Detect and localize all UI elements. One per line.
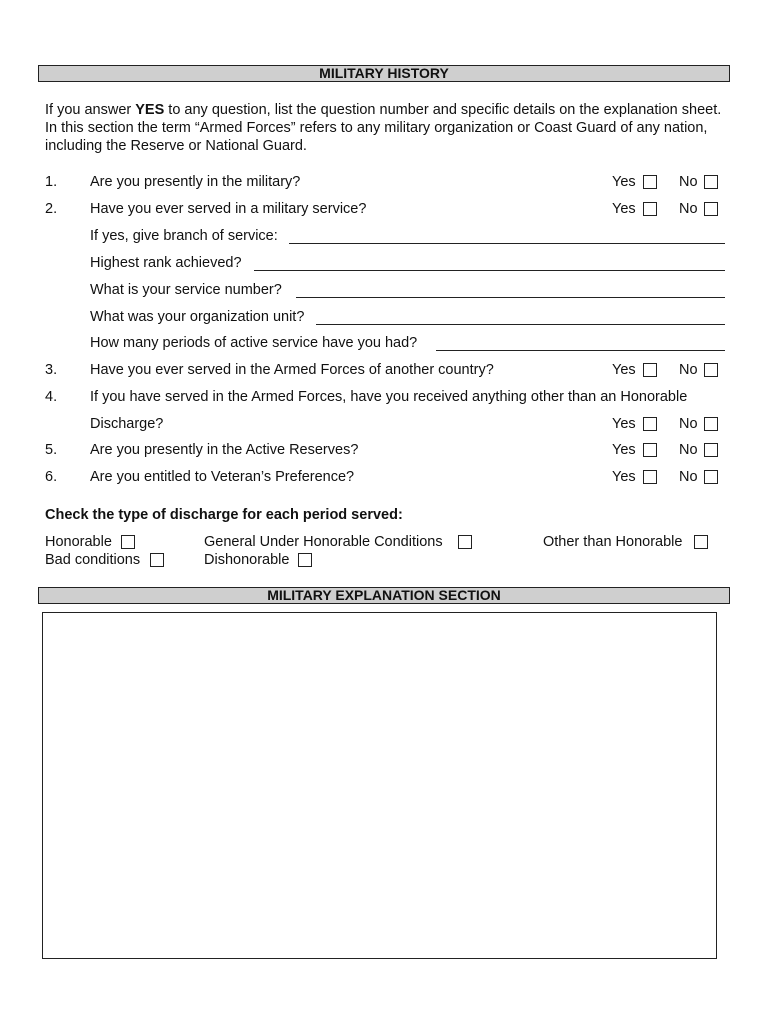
honorable-checkbox[interactable] bbox=[121, 535, 135, 549]
q6-yes-checkbox[interactable] bbox=[643, 470, 657, 484]
question-number: 5. bbox=[45, 442, 58, 458]
general-under-honorable-label: General Under Honorable Conditions bbox=[204, 534, 443, 550]
yes-label: Yes bbox=[612, 362, 636, 378]
question-text: Have you ever served in the Armed Forces of another country? bbox=[90, 362, 494, 378]
no-label: No bbox=[679, 362, 698, 378]
question-number: 4. bbox=[45, 389, 58, 405]
other-than-honorable-checkbox[interactable] bbox=[694, 535, 708, 549]
intro-paragraph bbox=[45, 101, 725, 155]
yes-label: Yes bbox=[612, 442, 636, 458]
q4-yes-checkbox[interactable] bbox=[643, 417, 657, 431]
yes-label: Yes bbox=[612, 174, 636, 190]
military-explanation-header bbox=[38, 587, 730, 604]
q6-no-checkbox[interactable] bbox=[704, 470, 718, 484]
military-explanation-title: MILITARY EXPLANATION SECTION bbox=[267, 587, 501, 603]
bad-conditions-label: Bad conditions bbox=[45, 552, 141, 568]
no-label: No bbox=[679, 442, 698, 458]
no-label: No bbox=[679, 201, 698, 217]
active-periods-label: How many periods of active service have you had? bbox=[90, 335, 418, 351]
q5-no-checkbox[interactable] bbox=[704, 443, 718, 457]
dishonorable-label: Dishonorable bbox=[204, 552, 290, 568]
q5-yes-checkbox[interactable] bbox=[643, 443, 657, 457]
no-label: No bbox=[679, 469, 698, 485]
bad-conditions-checkbox[interactable] bbox=[150, 553, 164, 567]
military-history-title: MILITARY HISTORY bbox=[319, 65, 449, 81]
military-history-header bbox=[38, 65, 730, 82]
question-number: 3. bbox=[45, 362, 58, 378]
intro-text-pre: If you answer bbox=[45, 102, 136, 118]
no-label: No bbox=[679, 416, 698, 432]
intro-text-bold: YES bbox=[135, 102, 165, 118]
discharge-title: Check the type of discharge for each period served: bbox=[45, 507, 403, 523]
active-periods-field[interactable] bbox=[436, 336, 725, 351]
rank-label: Highest rank achieved? bbox=[90, 255, 242, 271]
honorable-label: Honorable bbox=[45, 534, 112, 550]
q2-no-checkbox[interactable] bbox=[704, 202, 718, 216]
question-text: Have you ever served in a military service? bbox=[90, 201, 367, 217]
question-number: 6. bbox=[45, 469, 58, 485]
q2-yes-checkbox[interactable] bbox=[643, 202, 657, 216]
q1-yes-checkbox[interactable] bbox=[643, 175, 657, 189]
yes-label: Yes bbox=[612, 469, 636, 485]
question-text: Are you presently in the Active Reserves? bbox=[90, 442, 359, 458]
no-label: No bbox=[679, 174, 698, 190]
question-text: Are you presently in the military? bbox=[90, 174, 301, 190]
yes-label: Yes bbox=[612, 201, 636, 217]
dishonorable-checkbox[interactable] bbox=[298, 553, 312, 567]
other-than-honorable-label: Other than Honorable bbox=[543, 534, 683, 550]
organization-unit-field[interactable] bbox=[316, 310, 725, 325]
highest-rank-field[interactable] bbox=[254, 256, 725, 271]
intro-text-post: to any question, list the question number and specific details on the explanation sheet. In this section the term “Armed Forces” refers to any military organization or Coast Guard of any nation, including the Reserve or National Guard. bbox=[45, 102, 722, 154]
question-number: 2. bbox=[45, 201, 58, 217]
q3-no-checkbox[interactable] bbox=[704, 363, 718, 377]
question-text-continued: Discharge? bbox=[90, 416, 164, 432]
organization-unit-label: What was your organization unit? bbox=[90, 309, 305, 325]
question-text: If you have served in the Armed Forces, have you received anything other than an Honorable bbox=[90, 389, 688, 405]
branch-of-service-field[interactable] bbox=[289, 229, 725, 244]
service-number-field[interactable] bbox=[296, 283, 725, 298]
general-under-honorable-checkbox[interactable] bbox=[458, 535, 472, 549]
q1-no-checkbox[interactable] bbox=[704, 175, 718, 189]
question-number: 1. bbox=[45, 174, 58, 190]
yes-label: Yes bbox=[612, 416, 636, 432]
q3-yes-checkbox[interactable] bbox=[643, 363, 657, 377]
service-number-label: What is your service number? bbox=[90, 282, 282, 298]
question-text: Are you entitled to Veteran’s Preference? bbox=[90, 469, 355, 485]
branch-label: If yes, give branch of service: bbox=[90, 228, 278, 244]
explanation-text-area[interactable] bbox=[42, 612, 717, 959]
q4-no-checkbox[interactable] bbox=[704, 417, 718, 431]
